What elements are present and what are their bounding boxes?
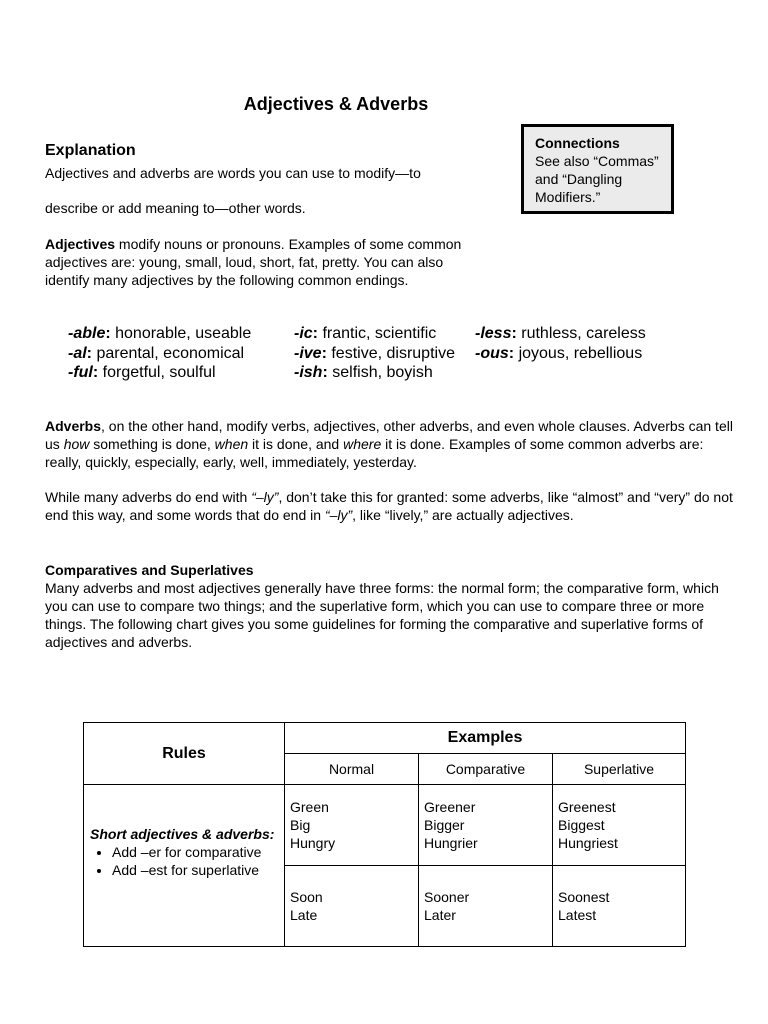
connections-box	[521, 124, 674, 214]
ending-item: -al: parental, economical	[68, 344, 245, 362]
comparatives-heading: Comparatives and Superlatives	[45, 562, 254, 578]
adverbs-text: , on the other hand, modify verbs, adjectives, other adverbs, and even whole clauses. Adverbs can tell us	[45, 418, 733, 452]
endings-column-2	[294, 324, 455, 383]
explanation-heading: Explanation	[45, 142, 136, 159]
rule-cell	[84, 785, 285, 947]
comparatives-paragraph: Many adverbs and most adjectives generally have three forms: the normal form; the comparative form, which you can use to compare two things; and the superlative form, which you can use to compare three or more things. The following chart gives you some guidelines for forming the comparative and superlative forms of adjectives and adverbs.	[45, 580, 719, 650]
rule-bullet: • Add –er for comparative	[112, 843, 279, 861]
adverbs-text: something is done,	[89, 436, 215, 452]
table-cell: Soonest Latest	[553, 866, 686, 947]
ending-suffix: -able	[68, 325, 106, 342]
adverbs-how: how	[63, 436, 90, 452]
ending-words: frantic, scientific	[322, 325, 437, 342]
adverbs-when: when	[214, 436, 249, 452]
ending-item: -ish: selfish, boyish	[294, 364, 433, 381]
rule-label: Short adjectives & adverbs:	[90, 826, 275, 842]
ending-words: ruthless, careless	[521, 325, 646, 342]
table-cell: Sooner Later	[419, 866, 553, 947]
rules-header: Rules	[84, 723, 285, 785]
ending-item: -able: honorable, useable	[68, 325, 252, 342]
ending-item: -less: ruthless, careless	[475, 325, 646, 342]
table-cell: Greener Bigger Hungrier	[419, 785, 553, 866]
table-row	[84, 785, 686, 866]
ending-suffix: -al	[68, 344, 87, 362]
table-cell: Greenest Biggest Hungriest	[553, 785, 686, 866]
ending-suffix: -ic	[294, 325, 313, 342]
connections-heading: Connections	[535, 135, 620, 151]
ending-suffix: -ish	[294, 364, 323, 381]
ly-note-text: , don’t take this for granted: some adverbs, like “almost” and “very” do not end this way, and some words that do end in	[45, 489, 733, 523]
ending-words: joyous, rebellious	[518, 344, 643, 362]
adverbs-term: Adverbs	[45, 418, 102, 434]
ending-item: -ous: joyous, rebellious	[475, 344, 643, 362]
adjectives-text: modify nouns or pronouns. Examples of some common adjectives are: young, small, loud, short, fat, pretty. You can also identify many adjectives by the following common endings.	[45, 236, 462, 288]
endings-column-1	[68, 324, 251, 383]
connections-text: See also “Commas” and “Dangling Modifiers.”	[535, 153, 659, 205]
ly-note-text: , like “lively,” are actually adjectives.	[352, 507, 574, 523]
page-title: Adjectives & Adverbs	[243, 94, 429, 114]
ly-note-text: While many adverbs do end with	[45, 489, 252, 505]
ly-suffix: “–ly”	[251, 489, 279, 505]
ending-words: forgetful, soulful	[102, 364, 216, 381]
ending-suffix: -ful	[68, 364, 93, 381]
comparative-header: Comparative	[419, 754, 553, 785]
ending-words: festive, disruptive	[331, 344, 455, 362]
ending-suffix: -ive	[294, 344, 322, 362]
ly-suffix: “–ly”	[324, 507, 353, 523]
adverbs-paragraph	[45, 417, 735, 471]
ending-words: selfish, boyish	[332, 364, 433, 381]
adverbs-text: it is done, and	[248, 436, 344, 452]
adverbs-where: where	[343, 436, 382, 452]
normal-header: Normal	[285, 754, 419, 785]
adjectives-paragraph	[45, 235, 465, 289]
ending-suffix: -less	[475, 325, 512, 342]
superlative-header: Superlative	[553, 754, 686, 785]
adverbs-text: it is done. Examples of some common adverbs are: really, quickly, especially, early, well, immediately, yesterday.	[45, 436, 704, 470]
rule-bullets	[90, 843, 279, 879]
explanation-paragraph-1: Adjectives and adverbs are words you can use to modify—to	[45, 165, 421, 181]
ending-words: parental, economical	[96, 344, 245, 362]
endings-column-3	[475, 324, 646, 363]
explanation-paragraph-2: describe or add meaning to—other words.	[45, 200, 306, 216]
table-cell: Green Big Hungry	[285, 785, 419, 866]
ly-note-paragraph	[45, 488, 745, 524]
ending-item: -ic: frantic, scientific	[294, 325, 437, 342]
ending-suffix: -ous	[475, 344, 509, 362]
ending-item: -ive: festive, disruptive	[294, 344, 455, 362]
examples-header: Examples	[285, 723, 686, 754]
table-cell: Soon Late	[285, 866, 419, 947]
ending-item: -ful: forgetful, soulful	[68, 364, 216, 381]
adjectives-term: Adjectives	[45, 236, 116, 252]
rule-bullet: • Add –est for superlative	[112, 861, 279, 879]
rules-table	[83, 722, 686, 947]
ending-words: honorable, useable	[115, 325, 252, 342]
